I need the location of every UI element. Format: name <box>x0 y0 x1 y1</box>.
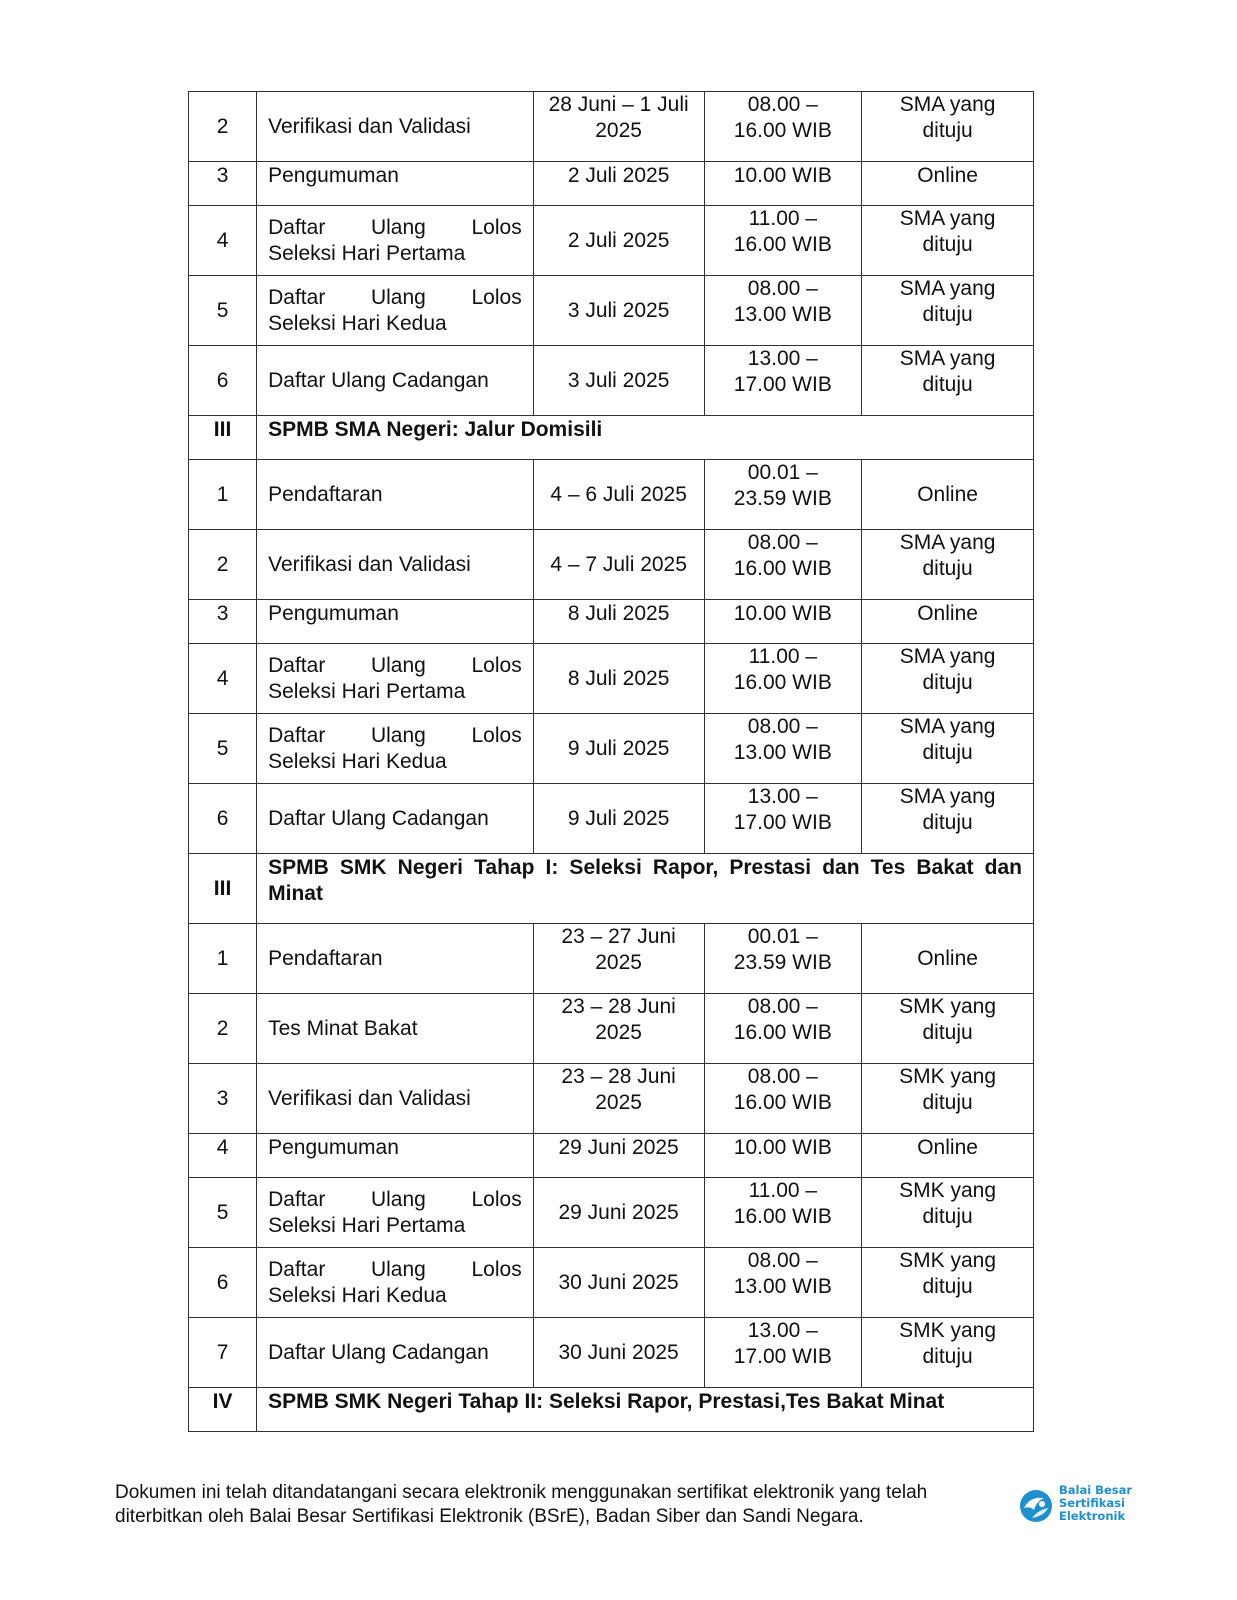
row-number: 4 <box>189 1134 257 1178</box>
time-line: 08.00 – <box>747 277 818 300</box>
time-line: 16.00 WIB <box>733 119 832 142</box>
place-cell <box>862 1178 1034 1248</box>
activity-cell <box>257 276 534 346</box>
activity-cell: Pengumuman <box>257 600 534 644</box>
section-header-row <box>189 1388 1034 1432</box>
row-number: 2 <box>189 530 257 600</box>
row-number: 6 <box>189 784 257 854</box>
place-cell <box>862 1248 1034 1318</box>
date-line: 28 Juni – 1 Juli <box>548 93 689 116</box>
date-cell <box>533 994 704 1064</box>
section-number: III <box>189 416 257 460</box>
time-line: 16.00 WIB <box>733 1021 832 1044</box>
date-cell <box>533 162 704 206</box>
schedule-row <box>189 714 1034 784</box>
activity-line: Daftar Ulang Lolos <box>268 1187 522 1211</box>
row-number: 4 <box>189 644 257 714</box>
place-line: dituju <box>922 233 973 256</box>
place-cell <box>862 206 1034 276</box>
activity-cell <box>257 1248 534 1318</box>
place-line: dituju <box>922 811 973 834</box>
date-cell <box>533 784 704 854</box>
place-line: dituju <box>922 303 973 326</box>
activity-line: Seleksi Hari Kedua <box>268 311 447 335</box>
schedule-row <box>189 924 1034 994</box>
place-cell <box>862 1318 1034 1388</box>
place-line: SMA yang <box>899 207 996 230</box>
activity-line: Daftar Ulang Lolos <box>268 215 522 239</box>
activity-cell <box>257 644 534 714</box>
time-cell <box>704 644 862 714</box>
row-number: 6 <box>189 346 257 416</box>
time-cell <box>704 1318 862 1388</box>
place-cell <box>862 644 1034 714</box>
place-line: dituju <box>922 1091 973 1114</box>
activity-cell <box>257 206 534 276</box>
activity-cell: Verifikasi dan Validasi <box>257 530 534 600</box>
time-cell <box>704 994 862 1064</box>
place-line: dituju <box>922 1345 973 1368</box>
date-line: 2025 <box>595 1091 642 1114</box>
place-cell <box>862 1064 1034 1134</box>
signature-notice-line-2: diterbitkan oleh Balai Besar Sertifikasi Elektronik (BSrE), Badan Siber dan Sandi Negara. <box>115 1506 864 1527</box>
schedule-row <box>189 1064 1034 1134</box>
schedule-row <box>189 530 1034 600</box>
activity-cell: Pengumuman <box>257 1134 534 1178</box>
activity-cell: Pengumuman <box>257 162 534 206</box>
date-line: 3 Juli 2025 <box>567 298 670 322</box>
time-line: 16.00 WIB <box>733 1091 832 1114</box>
schedule-row <box>189 162 1034 206</box>
date-line: 29 Juni 2025 <box>558 1200 679 1224</box>
time-cell <box>704 162 862 206</box>
time-line: 13.00 – <box>747 785 818 808</box>
place-line: SMA yang <box>899 347 996 370</box>
schedule-row <box>189 206 1034 276</box>
time-cell <box>704 460 862 530</box>
activity-line: Seleksi Hari Pertama <box>268 1213 466 1237</box>
section-title: SPMB SMK Negeri Tahap II: Seleksi Rapor, Prestasi,Tes Bakat Minat <box>257 1388 1034 1432</box>
date-line: 4 – 6 Juli 2025 <box>550 482 687 506</box>
activity-cell: Daftar Ulang Cadangan <box>257 784 534 854</box>
row-number: 2 <box>189 92 257 162</box>
place-line: SMA yang <box>899 277 996 300</box>
place-line: dituju <box>922 1205 973 1228</box>
section-number: III <box>189 854 257 924</box>
schedule-table <box>188 91 1034 1432</box>
activity-cell <box>257 714 534 784</box>
date-line: 2 Juli 2025 <box>567 164 670 187</box>
place-cell <box>862 924 1034 994</box>
section-title: SPMB SMA Negeri: Jalur Domisili <box>257 416 1034 460</box>
time-line: 10.00 WIB <box>733 602 832 625</box>
activity-cell: Tes Minat Bakat <box>257 994 534 1064</box>
place-cell <box>862 460 1034 530</box>
place-line: Online <box>917 946 978 970</box>
date-line: 2 Juli 2025 <box>567 228 670 252</box>
time-line: 13.00 WIB <box>733 741 832 764</box>
activity-line: Seleksi Hari Kedua <box>268 1283 447 1307</box>
schedule-row <box>189 460 1034 530</box>
row-number: 3 <box>189 600 257 644</box>
place-line: dituju <box>922 119 973 142</box>
time-line: 13.00 WIB <box>733 1275 832 1298</box>
time-line: 23.59 WIB <box>733 487 832 510</box>
row-number: 3 <box>189 1064 257 1134</box>
place-line: Online <box>917 1136 978 1159</box>
logo-text-line-2: Sertifikasi <box>1059 1496 1125 1510</box>
activity-line: Seleksi Hari Pertama <box>268 679 466 703</box>
schedule-row <box>189 92 1034 162</box>
place-line: dituju <box>922 671 973 694</box>
date-cell <box>533 714 704 784</box>
place-cell <box>862 784 1034 854</box>
date-cell <box>533 600 704 644</box>
place-line: SMA yang <box>899 93 996 116</box>
schedule-row <box>189 600 1034 644</box>
time-cell <box>704 1064 862 1134</box>
row-number: 6 <box>189 1248 257 1318</box>
time-cell <box>704 92 862 162</box>
time-cell <box>704 784 862 854</box>
date-line: 23 – 28 Juni <box>561 1065 676 1088</box>
date-line: 9 Juli 2025 <box>567 736 670 760</box>
signature-notice-line-1: Dokumen ini telah ditandatangani secara elektronik menggunakan sertifikat elektronik yang telah <box>115 1482 928 1503</box>
place-cell <box>862 346 1034 416</box>
place-cell <box>862 92 1034 162</box>
schedule-row <box>189 1178 1034 1248</box>
date-line: 23 – 27 Juni <box>561 925 676 948</box>
schedule-row <box>189 644 1034 714</box>
activity-line: Daftar Ulang Lolos <box>268 723 522 747</box>
place-line: SMA yang <box>899 531 996 554</box>
date-cell <box>533 1318 704 1388</box>
time-line: 17.00 WIB <box>733 1345 832 1368</box>
date-cell <box>533 346 704 416</box>
time-cell <box>704 714 862 784</box>
schedule-row <box>189 276 1034 346</box>
activity-cell: Pendaftaran <box>257 460 534 530</box>
place-line: dituju <box>922 557 973 580</box>
date-line: 30 Juni 2025 <box>558 1340 679 1364</box>
time-line: 13.00 – <box>747 347 818 370</box>
row-number: 2 <box>189 994 257 1064</box>
date-line: 29 Juni 2025 <box>558 1136 679 1159</box>
activity-cell: Daftar Ulang Cadangan <box>257 346 534 416</box>
place-line: SMK yang <box>899 1179 997 1202</box>
row-number: 5 <box>189 1178 257 1248</box>
signature-notice <box>115 1481 985 1529</box>
time-cell <box>704 346 862 416</box>
date-cell <box>533 460 704 530</box>
date-cell <box>533 644 704 714</box>
date-line: 8 Juli 2025 <box>567 666 670 690</box>
date-cell <box>533 1248 704 1318</box>
activity-line: Daftar Ulang Lolos <box>268 1257 522 1281</box>
section-header-row <box>189 416 1034 460</box>
date-cell <box>533 1134 704 1178</box>
place-cell <box>862 530 1034 600</box>
schedule-row <box>189 1248 1034 1318</box>
row-number: 1 <box>189 924 257 994</box>
date-line: 23 – 28 Juni <box>561 995 676 1018</box>
time-cell <box>704 206 862 276</box>
place-cell <box>862 994 1034 1064</box>
place-line: SMK yang <box>899 995 997 1018</box>
place-line: SMA yang <box>899 715 996 738</box>
date-cell <box>533 1178 704 1248</box>
date-cell <box>533 276 704 346</box>
schedule-row <box>189 1318 1034 1388</box>
row-number: 5 <box>189 276 257 346</box>
activity-line: Seleksi Hari Pertama <box>268 241 466 265</box>
row-number: 1 <box>189 460 257 530</box>
time-line: 10.00 WIB <box>733 1136 832 1159</box>
schedule-row <box>189 784 1034 854</box>
place-line: Online <box>917 482 978 506</box>
date-line: 2025 <box>595 119 642 142</box>
schedule-row <box>189 346 1034 416</box>
time-cell <box>704 276 862 346</box>
time-line: 08.00 – <box>747 93 818 116</box>
place-cell <box>862 276 1034 346</box>
time-cell <box>704 1248 862 1318</box>
date-cell <box>533 1064 704 1134</box>
time-line: 23.59 WIB <box>733 951 832 974</box>
activity-line: Seleksi Hari Kedua <box>268 749 447 773</box>
section-header-row <box>189 854 1034 924</box>
time-line: 16.00 WIB <box>733 233 832 256</box>
time-line: 08.00 – <box>747 1065 818 1088</box>
date-cell <box>533 92 704 162</box>
date-line: 3 Juli 2025 <box>567 368 670 392</box>
place-line: Online <box>917 602 978 625</box>
time-line: 16.00 WIB <box>733 557 832 580</box>
activity-cell: Verifikasi dan Validasi <box>257 1064 534 1134</box>
date-line: 30 Juni 2025 <box>558 1270 679 1294</box>
place-cell <box>862 600 1034 644</box>
time-line: 11.00 – <box>748 207 818 230</box>
place-cell <box>862 162 1034 206</box>
place-cell <box>862 1134 1034 1178</box>
place-line: SMK yang <box>899 1319 997 1342</box>
time-line: 11.00 – <box>748 645 818 668</box>
section-number: IV <box>189 1388 257 1432</box>
time-line: 08.00 – <box>747 995 818 1018</box>
date-cell <box>533 206 704 276</box>
activity-cell: Pendaftaran <box>257 924 534 994</box>
activity-line: Daftar Ulang Lolos <box>268 653 522 677</box>
section-title: SPMB SMK Negeri Tahap I: Seleksi Rapor, Prestasi dan Tes Bakat dan Minat <box>257 854 1034 924</box>
time-cell <box>704 600 862 644</box>
place-cell <box>862 714 1034 784</box>
bsre-logo-icon <box>1018 1488 1054 1524</box>
activity-cell <box>257 1178 534 1248</box>
date-line: 2025 <box>595 1021 642 1044</box>
row-number: 5 <box>189 714 257 784</box>
schedule-row <box>189 1134 1034 1178</box>
date-line: 9 Juli 2025 <box>567 806 670 830</box>
logo-text-line-1: Balai Besar <box>1059 1483 1133 1497</box>
row-number: 3 <box>189 162 257 206</box>
time-cell <box>704 924 862 994</box>
activity-cell: Daftar Ulang Cadangan <box>257 1318 534 1388</box>
time-line: 11.00 – <box>748 1179 818 1202</box>
place-line: SMA yang <box>899 785 996 808</box>
row-number: 4 <box>189 206 257 276</box>
date-line: 2025 <box>595 951 642 974</box>
time-line: 00.01 – <box>747 461 818 484</box>
logo-text-line-3: Elektronik <box>1059 1509 1126 1523</box>
place-line: dituju <box>922 741 973 764</box>
date-line: 4 – 7 Juli 2025 <box>550 552 687 576</box>
time-cell <box>704 530 862 600</box>
schedule-row <box>189 994 1034 1064</box>
time-line: 08.00 – <box>747 1249 818 1272</box>
time-line: 13.00 WIB <box>733 303 832 326</box>
time-line: 08.00 – <box>747 531 818 554</box>
place-line: Online <box>917 164 978 187</box>
place-line: SMK yang <box>899 1065 997 1088</box>
time-line: 17.00 WIB <box>733 373 832 396</box>
time-line: 13.00 – <box>747 1319 818 1342</box>
place-line: dituju <box>922 373 973 396</box>
time-line: 00.01 – <box>747 925 818 948</box>
place-line: dituju <box>922 1021 973 1044</box>
activity-cell: Verifikasi dan Validasi <box>257 92 534 162</box>
time-line: 08.00 – <box>747 715 818 738</box>
place-line: dituju <box>922 1275 973 1298</box>
date-cell <box>533 530 704 600</box>
row-number: 7 <box>189 1318 257 1388</box>
time-line: 16.00 WIB <box>733 1205 832 1228</box>
time-cell <box>704 1134 862 1178</box>
bsre-logo <box>1018 1484 1133 1526</box>
time-line: 17.00 WIB <box>733 811 832 834</box>
time-line: 10.00 WIB <box>733 164 832 187</box>
time-cell <box>704 1178 862 1248</box>
date-cell <box>533 924 704 994</box>
time-line: 16.00 WIB <box>733 671 832 694</box>
activity-line: Daftar Ulang Lolos <box>268 285 522 309</box>
place-line: SMK yang <box>899 1249 997 1272</box>
date-line: 8 Juli 2025 <box>567 602 670 625</box>
place-line: SMA yang <box>899 645 996 668</box>
